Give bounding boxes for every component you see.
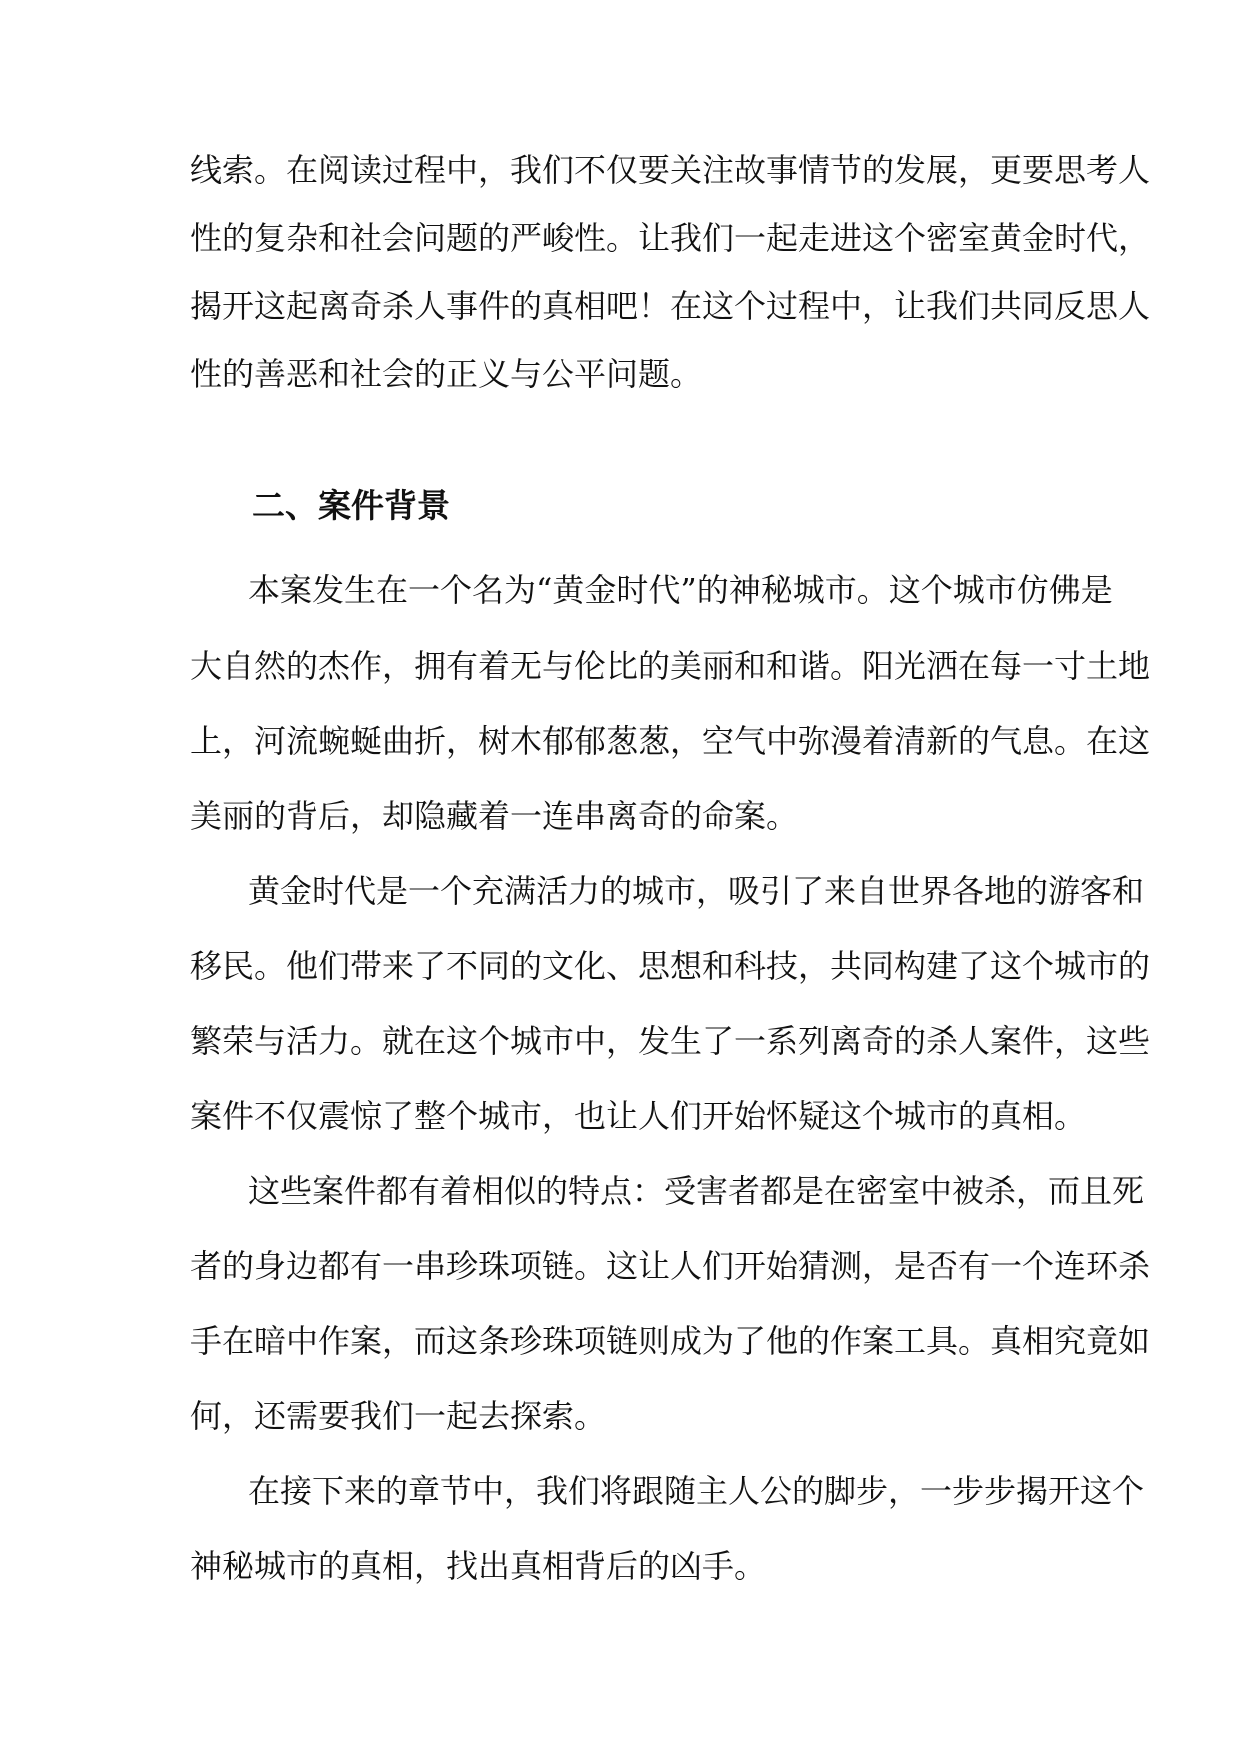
text-line: 黄金时代是一个充满活力的城市，吸引了来自世界各地的游客和 [248, 872, 1145, 910]
section-heading: 二、案件背景 [252, 486, 450, 525]
text-line: 何，还需要我们一起去探索。 [190, 1397, 607, 1435]
text-line: 线索。在阅读过程中，我们不仅要关注故事情节的发展，更要思考人 [190, 151, 1151, 189]
text-line: 神秘城市的真相，找出真相背后的凶手。 [190, 1547, 767, 1585]
text-line: 这些案件都有着相似的特点：受害者都是在密室中被杀，而且死 [248, 1172, 1145, 1210]
text-line: 大自然的杰作，拥有着无与伦比的美丽和和谐。阳光洒在每一寸土地 [190, 647, 1151, 685]
text-line: 本案发生在一个名为“黄金时代”的神秘城市。这个城市仿佛是 [248, 571, 1113, 609]
text-line: 案件不仅震惊了整个城市，也让人们开始怀疑这个城市的真相。 [190, 1097, 1087, 1135]
text-line: 繁荣与活力。就在这个城市中，发生了一系列离奇的杀人案件，这些 [190, 1022, 1151, 1060]
text-line: 揭开这起离奇杀人事件的真相吧！在这个过程中，让我们共同反思人 [190, 287, 1151, 325]
text-line: 性的善恶和社会的正义与公平问题。 [190, 355, 703, 393]
text-line: 者的身边都有一串珍珠项链。这让人们开始猜测，是否有一个连环杀 [190, 1247, 1151, 1285]
text-line: 在接下来的章节中，我们将跟随主人公的脚步，一步步揭开这个 [248, 1472, 1145, 1510]
text-line: 手在暗中作案，而这条珍珠项链则成为了他的作案工具。真相究竟如 [190, 1322, 1151, 1360]
text-line: 移民。他们带来了不同的文化、思想和科技，共同构建了这个城市的 [190, 947, 1151, 985]
text-line: 上，河流蜿蜒曲折，树木郁郁葱葱，空气中弥漫着清新的气息。在这 [190, 722, 1151, 760]
text-line: 性的复杂和社会问题的严峻性。让我们一起走进这个密室黄金时代， [190, 219, 1151, 257]
text-line: 美丽的背后，却隐藏着一连串离奇的命案。 [190, 797, 799, 835]
